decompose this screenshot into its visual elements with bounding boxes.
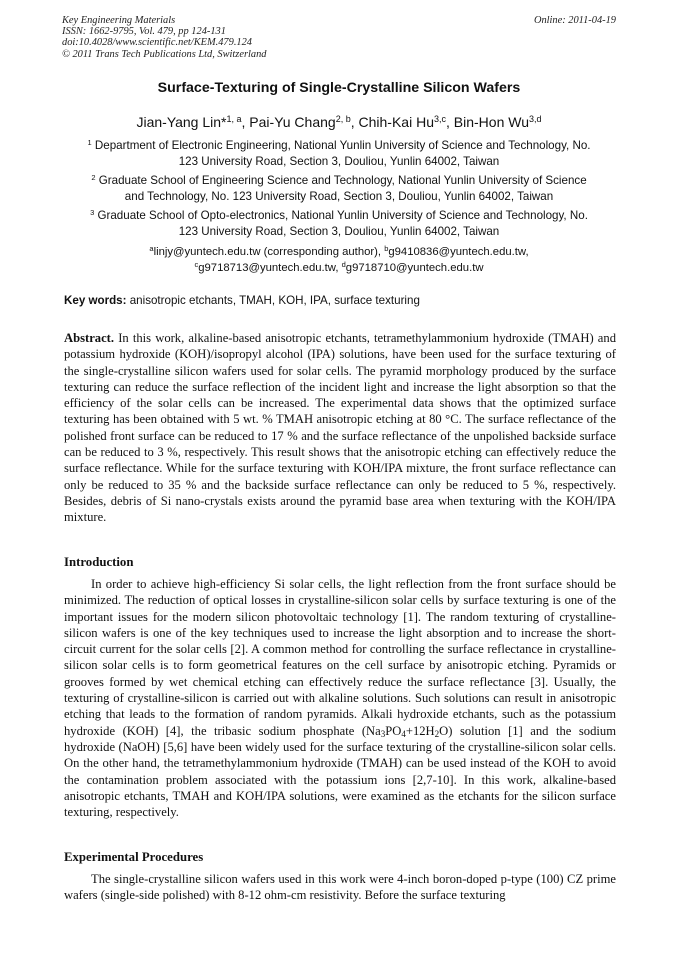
paper-title: Surface-Texturing of Single-Crystalline Silicon Wafers <box>157 80 521 96</box>
affiliation-2 <box>62 173 616 205</box>
formula-subscript: 4 <box>401 728 406 739</box>
affiliation-line: and Technology, No. 123 University Road, Section 3, Douliou, Yunlin 64002, Taiwan <box>124 190 554 203</box>
journal-copyright: © 2011 Trans Tech Publications Ltd, Switzerland <box>62 48 267 60</box>
formula-part: +12H <box>405 723 435 738</box>
author-affil-marker: 1, a <box>226 114 242 124</box>
author-separator: , <box>446 114 454 130</box>
author-name: Jian-Yang Lin* <box>136 114 227 130</box>
experimental-heading: Experimental Procedures <box>64 850 204 864</box>
affiliation-3 <box>62 208 616 240</box>
formula-subscript: 3 <box>380 728 386 739</box>
email-link[interactable]: g9718710@yuntech.edu.tw <box>345 262 484 274</box>
affiliation-line: Graduate School of Opto-electronics, National Yunlin University of Science and Technology, No. <box>97 209 588 222</box>
journal-issn: ISSN: 1662-9795, Vol. 479, pp 124-131 <box>62 26 226 38</box>
formula-part: PO <box>385 723 402 738</box>
affiliation-line: Graduate School of Engineering Science and Technology, National Yunlin University of Science <box>98 174 587 187</box>
abstract-text: In this work, alkaline-based anisotropic etchants, tetramethylammonium hydroxide (TMAH) and potassium hydroxide (KOH)/isopropyl alcohol (IPA) solutions, have been used for the surface texturing of the single-crystalline silicon wafers used for solar cells. The pyramid morphology produced by the surface texturing can reduce the surface reflection of the incident light and increase the light absorption so that the efficiency of the solar cells can be increased. The experimental data shows that the optimized surface texturing has been obtained with 5 wt. % TMAH anisotropic etching at 80 °C. The surface reflectance of the polished front surface can be reduced to 17 % and the surface reflectance of the unpolished backside surface can be reduced to 3 %, respectively. This result shows that the anisotropic etching can effectively reduce the surface reflectance. While for the surface texturing with KOH/IPA mixture, the front surface reflectance can only be reduced to 35 % and the backside surface reflectance can only be reduced to 5 %, respectively. Besides, debris of Si nano-crystals exists around the pyramid base area when texturing with the KOH/IPA mixture. <box>64 331 616 525</box>
author-name: Chih-Kai Hu <box>358 114 434 130</box>
email-link[interactable]: g9410836@yuntech.edu.tw, <box>388 246 529 258</box>
author-emails <box>62 244 616 276</box>
email-marker: a <box>149 244 154 253</box>
abstract <box>64 330 616 526</box>
affiliation-line: 123 University Road, Section 3, Douliou, Yunlin 64002, Taiwan <box>178 155 500 168</box>
affiliation-number: 3 <box>90 208 95 217</box>
affiliation-line: 123 University Road, Section 3, Douliou, Yunlin 64002, Taiwan <box>178 225 500 238</box>
author-name: Pai-Yu Chang <box>249 114 336 130</box>
intro-text-part: In order to achieve high-efficiency Si solar cells, the light reflection from the front surface should be minimized. The reduction of optical losses in crystalline-silicon solar cells by surface texturing is one of the important issues for the modern silicon photovoltaic technology [1]. The random texturing of crystalline-silicon wafers is one of the key techniques used to increase the light absorption and to increase the short-circuit current for the solar cells [2]. A common method for controlling the surface reflectance in crystalline-silicon solar cells is to form geometrical features on the cell surface by anisotropic etching. Pyramids or grooves formed by wet chemical etching can effectively reduce the surface reflectance [3]. Usually, the texturing of crystalline-silicon is carried out with alkaline solutions. Such solutions can result in anisotropic etching that leads to the formation of random pyramids. Alkali hydroxide etchants, such as the potassium hydroxide (KOH) [4], the tribasic sodium phosphate (Na <box>64 577 616 738</box>
affiliation-number: 1 <box>87 138 92 147</box>
author-separator: , <box>241 114 250 130</box>
introduction-heading: Introduction <box>64 555 134 569</box>
journal-name: Key Engineering Materials <box>62 15 176 26</box>
experimental-paragraph: The single-crystalline silicon wafers used in this work were 4-inch boron-doped p-type (100) CZ prime wafers (single-side polished) with 8-12 ohm-cm resistivity. Before the surface texturing <box>64 872 616 903</box>
formula-subscript: 2 <box>434 728 440 739</box>
email-marker: c <box>194 260 199 269</box>
author-list <box>40 112 638 132</box>
email-marker: d <box>341 260 346 269</box>
affiliation-number: 2 <box>91 173 96 182</box>
intro-text-part: O) solution [1] and the sodium hydroxide (NaOH) [5,6] have been widely used for the surface texturing of the crystalline-silicon solar cells. On the other hand, the tetramethylammonium hydroxide (TMAH) can be used instead of the KOH to avoid the contamination problem associated with the potassium ions [2,7-10]. In this work, alkaline-based anisotropic etchants, TMAH and KOH/IPA solutions, were examined as the etchants for the silicon surface texturing, respectively. <box>64 723 616 820</box>
journal-doi: doi:10.4028/www.scientific.net/KEM.479.124 <box>62 37 252 49</box>
journal-header <box>62 15 616 60</box>
email-marker: b <box>384 244 389 253</box>
introduction-paragraph <box>64 576 616 820</box>
email-link[interactable]: g9718713@yuntech.edu.tw, <box>198 262 342 274</box>
online-date: Online: 2011-04-19 <box>533 15 616 26</box>
keywords-label: Key words: <box>64 294 127 307</box>
author-name: Bin-Hon Wu <box>453 114 529 130</box>
abstract-label: Abstract. <box>64 331 115 345</box>
keywords-text: anisotropic etchants, TMAH, KOH, IPA, surface texturing <box>126 294 420 307</box>
author-affil-marker: 2, b <box>335 114 351 124</box>
affiliation-1 <box>62 138 616 170</box>
author-separator: , <box>350 114 359 130</box>
keywords <box>64 294 616 307</box>
email-link[interactable]: linjy@yuntech.edu.tw (corresponding author), <box>153 246 385 258</box>
author-affil-marker: 3,c <box>433 114 446 124</box>
author-affil-marker: 3,d <box>529 114 542 124</box>
affiliation-line: Department of Electronic Engineering, National Yunlin University of Science and Technology, No. <box>94 139 591 152</box>
